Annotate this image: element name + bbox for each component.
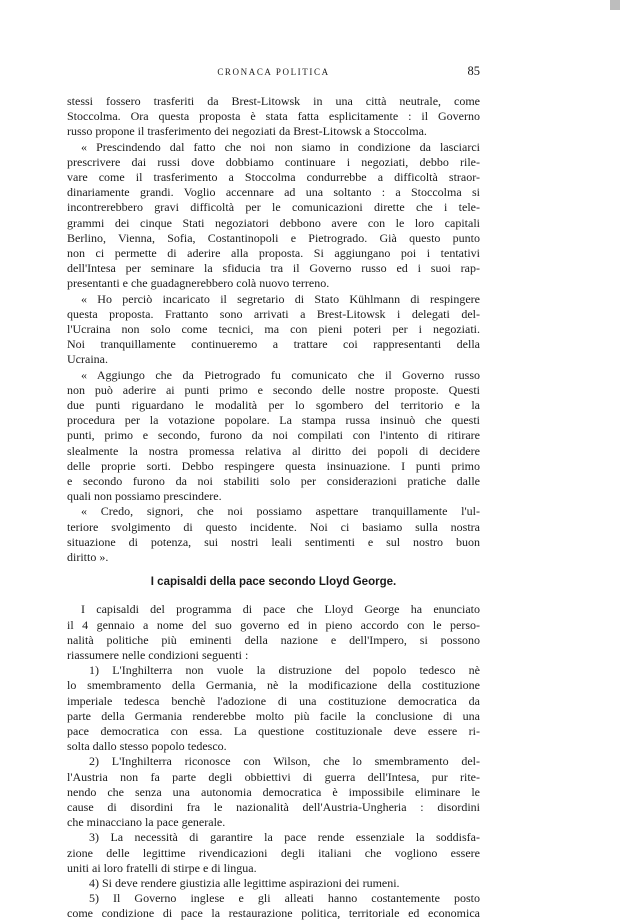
running-head: CRONACA POLITICA [217, 67, 330, 77]
text-line: nalità politiche più eminenti della nazione e dell'Impero, si possono [67, 632, 480, 647]
text-line: procedura per la votazione popolare. La stampa russa insinuò che questi [67, 413, 480, 428]
text-line: l'Ucraina non solo come tecnici, ma con pieni poteri per i negoziati. [67, 322, 480, 337]
section-title: I capisaldi della pace secondo Lloyd George. [150, 576, 397, 589]
text-line: situazione di potenza, sui nostri leali sentimenti e sul nostro buon [67, 534, 480, 549]
text-line: russo propone il trasferimento dei negoziati da Brest-Litowsk a Stoccolma. [67, 124, 427, 139]
text-line: Stoccolma. Ora questa proposta è stata fatta esplicitamente : il Governo [67, 109, 480, 124]
book-page [67, 64, 480, 922]
text-line: uniti ai loro fratelli di stirpe e di lingua. [67, 860, 257, 875]
text-line: due punti riguardano le modalità per lo sgombero del territorio e la [67, 398, 480, 413]
text-line: imperiale tedesca benchè l'adozione di una costituzione democratica da [67, 693, 480, 708]
text-line: « Credo, signori, che noi possiamo aspettare tranquillamente l'ul- [81, 504, 480, 519]
page-header [67, 64, 480, 84]
scan-corner-mark [610, 0, 620, 10]
text-line: Ucraina. [67, 352, 108, 367]
text-line: « Aggiungo che da Pietrogrado fu comunicato che il Governo russo [81, 367, 480, 382]
text-line: stessi fossero trasferiti da Brest-Litowsk in una città neutrale, come [67, 94, 480, 108]
list-item-line: 2) L'Inghilterra riconosce con Wilson, che lo smembramento del- [89, 754, 480, 769]
text-line: nendo che senza una autonomia democratica è impossibile eliminare le [67, 784, 480, 799]
text-line: parte della Germania renderebbe molto più facile la conclusione di una [67, 708, 480, 723]
text-line: teriore svolgimento di questo incidente. Noi ci basiamo sulla nostra [67, 519, 480, 534]
text-line: il 4 gennaio a nome del suo governo ed in pieno accordo con le perso- [67, 617, 480, 632]
text-line: dell'Intesa per seminare la sfiducia tra il Governo russo ed i suoi rap- [67, 261, 480, 276]
text-line: cause di disordini fra le nazionalità dell'Austria-Ungheria : disordini [67, 799, 480, 814]
text-line: incontrerebbero gravi difficoltà per le comunicazioni dirette che i tele- [67, 200, 480, 215]
text-line: vare come il trasferimento a Stoccolma condurrebbe a difficoltà straor- [67, 170, 480, 185]
text-line: non ci permette di aderire alla proposta. Si aggiungano poi i tentativi [67, 246, 480, 261]
text-line: delle proprie sorti. Debbo respingere questa insinuazione. I punti primo [67, 458, 480, 473]
text-line: « Prescindendo dal fatto che noi non siamo in condizione da lasciarci [81, 139, 480, 154]
text-line: presentanti e che guadagnerebbero colà nuovo terreno. [67, 276, 330, 291]
text-line: l'Austria non fa parte degli obbiettivi di guerra dell'Intesa, pur rite- [67, 769, 480, 784]
text-line: slealmente la nostra promessa relativa al diritto dei popoli di decidere [67, 443, 480, 458]
list-item-line: 3) La necessità di garantire la pace rende essenziale la soddisfa- [89, 830, 480, 845]
body-text-after [67, 602, 480, 921]
text-line: e secondo furono da noi stabiliti solo per considerazioni pratiche dalle [67, 474, 480, 489]
text-line: Berlino, Vienna, Sofia, Costantinopoli e Pietrogrado. Già questo punto [67, 230, 480, 245]
text-line: riassumere nelle condizioni seguenti : [67, 647, 249, 662]
text-line: zione delle legittime rivendicazioni degli italiani che vogliono essere [67, 845, 480, 860]
text-line: quali non possiamo prescindere. [67, 489, 222, 504]
text-line: solta dallo stesso popolo tedesco. [67, 739, 227, 754]
text-line: punti, primo e secondo, furono da noi compilati con l'intento di ritirare [67, 428, 480, 443]
text-line: che minacciano la pace generale. [67, 815, 226, 830]
text-line: non può aderire ai punti primo e secondo delle nostre proposte. Questi [67, 382, 480, 397]
text-line: questa proposta. Frattanto sono arrivati a Brest-Litowsk i delegati del- [67, 306, 480, 321]
list-item-line: 4) Si deve rendere giustizia alle legittime aspirazioni dei rumeni. [89, 875, 400, 890]
body-text-before [67, 94, 480, 565]
list-item-line: 1) L'Inghilterra non vuole la distruzione del popolo tedesco nè [89, 663, 480, 678]
text-line: I capisaldi del programma di pace che Lloyd George ha enunciato [81, 602, 480, 617]
page-number: 85 [467, 64, 480, 78]
text-line: Noi tranquillamente continueremo a trattare coi rappresentanti della [67, 337, 480, 352]
text-line: « Ho perciò incaricato il segretario di Stato Kühlmann di respingere [81, 291, 480, 306]
text-line: grammi dei cinque Stati negoziatori debbono avere con le loro capitali [67, 215, 480, 230]
text-line: lo smembramento della Germania, nè la modificazione della costituzione [67, 678, 480, 693]
text-line: prescrivere dai russi dove dobbiamo continuare i negoziati, debbo rile- [67, 154, 480, 169]
text-line: diritto ». [67, 550, 109, 565]
text-line: come condizione di pace la restaurazione politica, territoriale ed economica [67, 906, 480, 921]
text-line: pace democratica con essa. La questione costituzionale deve essere ri- [67, 723, 480, 738]
list-item-line: 5) Il Governo inglese e gli alleati hanno costantemente posto [89, 891, 480, 906]
text-line: dinariamente grandi. Voglio accennare ad una soltanto : a Stoccolma si [67, 185, 480, 200]
